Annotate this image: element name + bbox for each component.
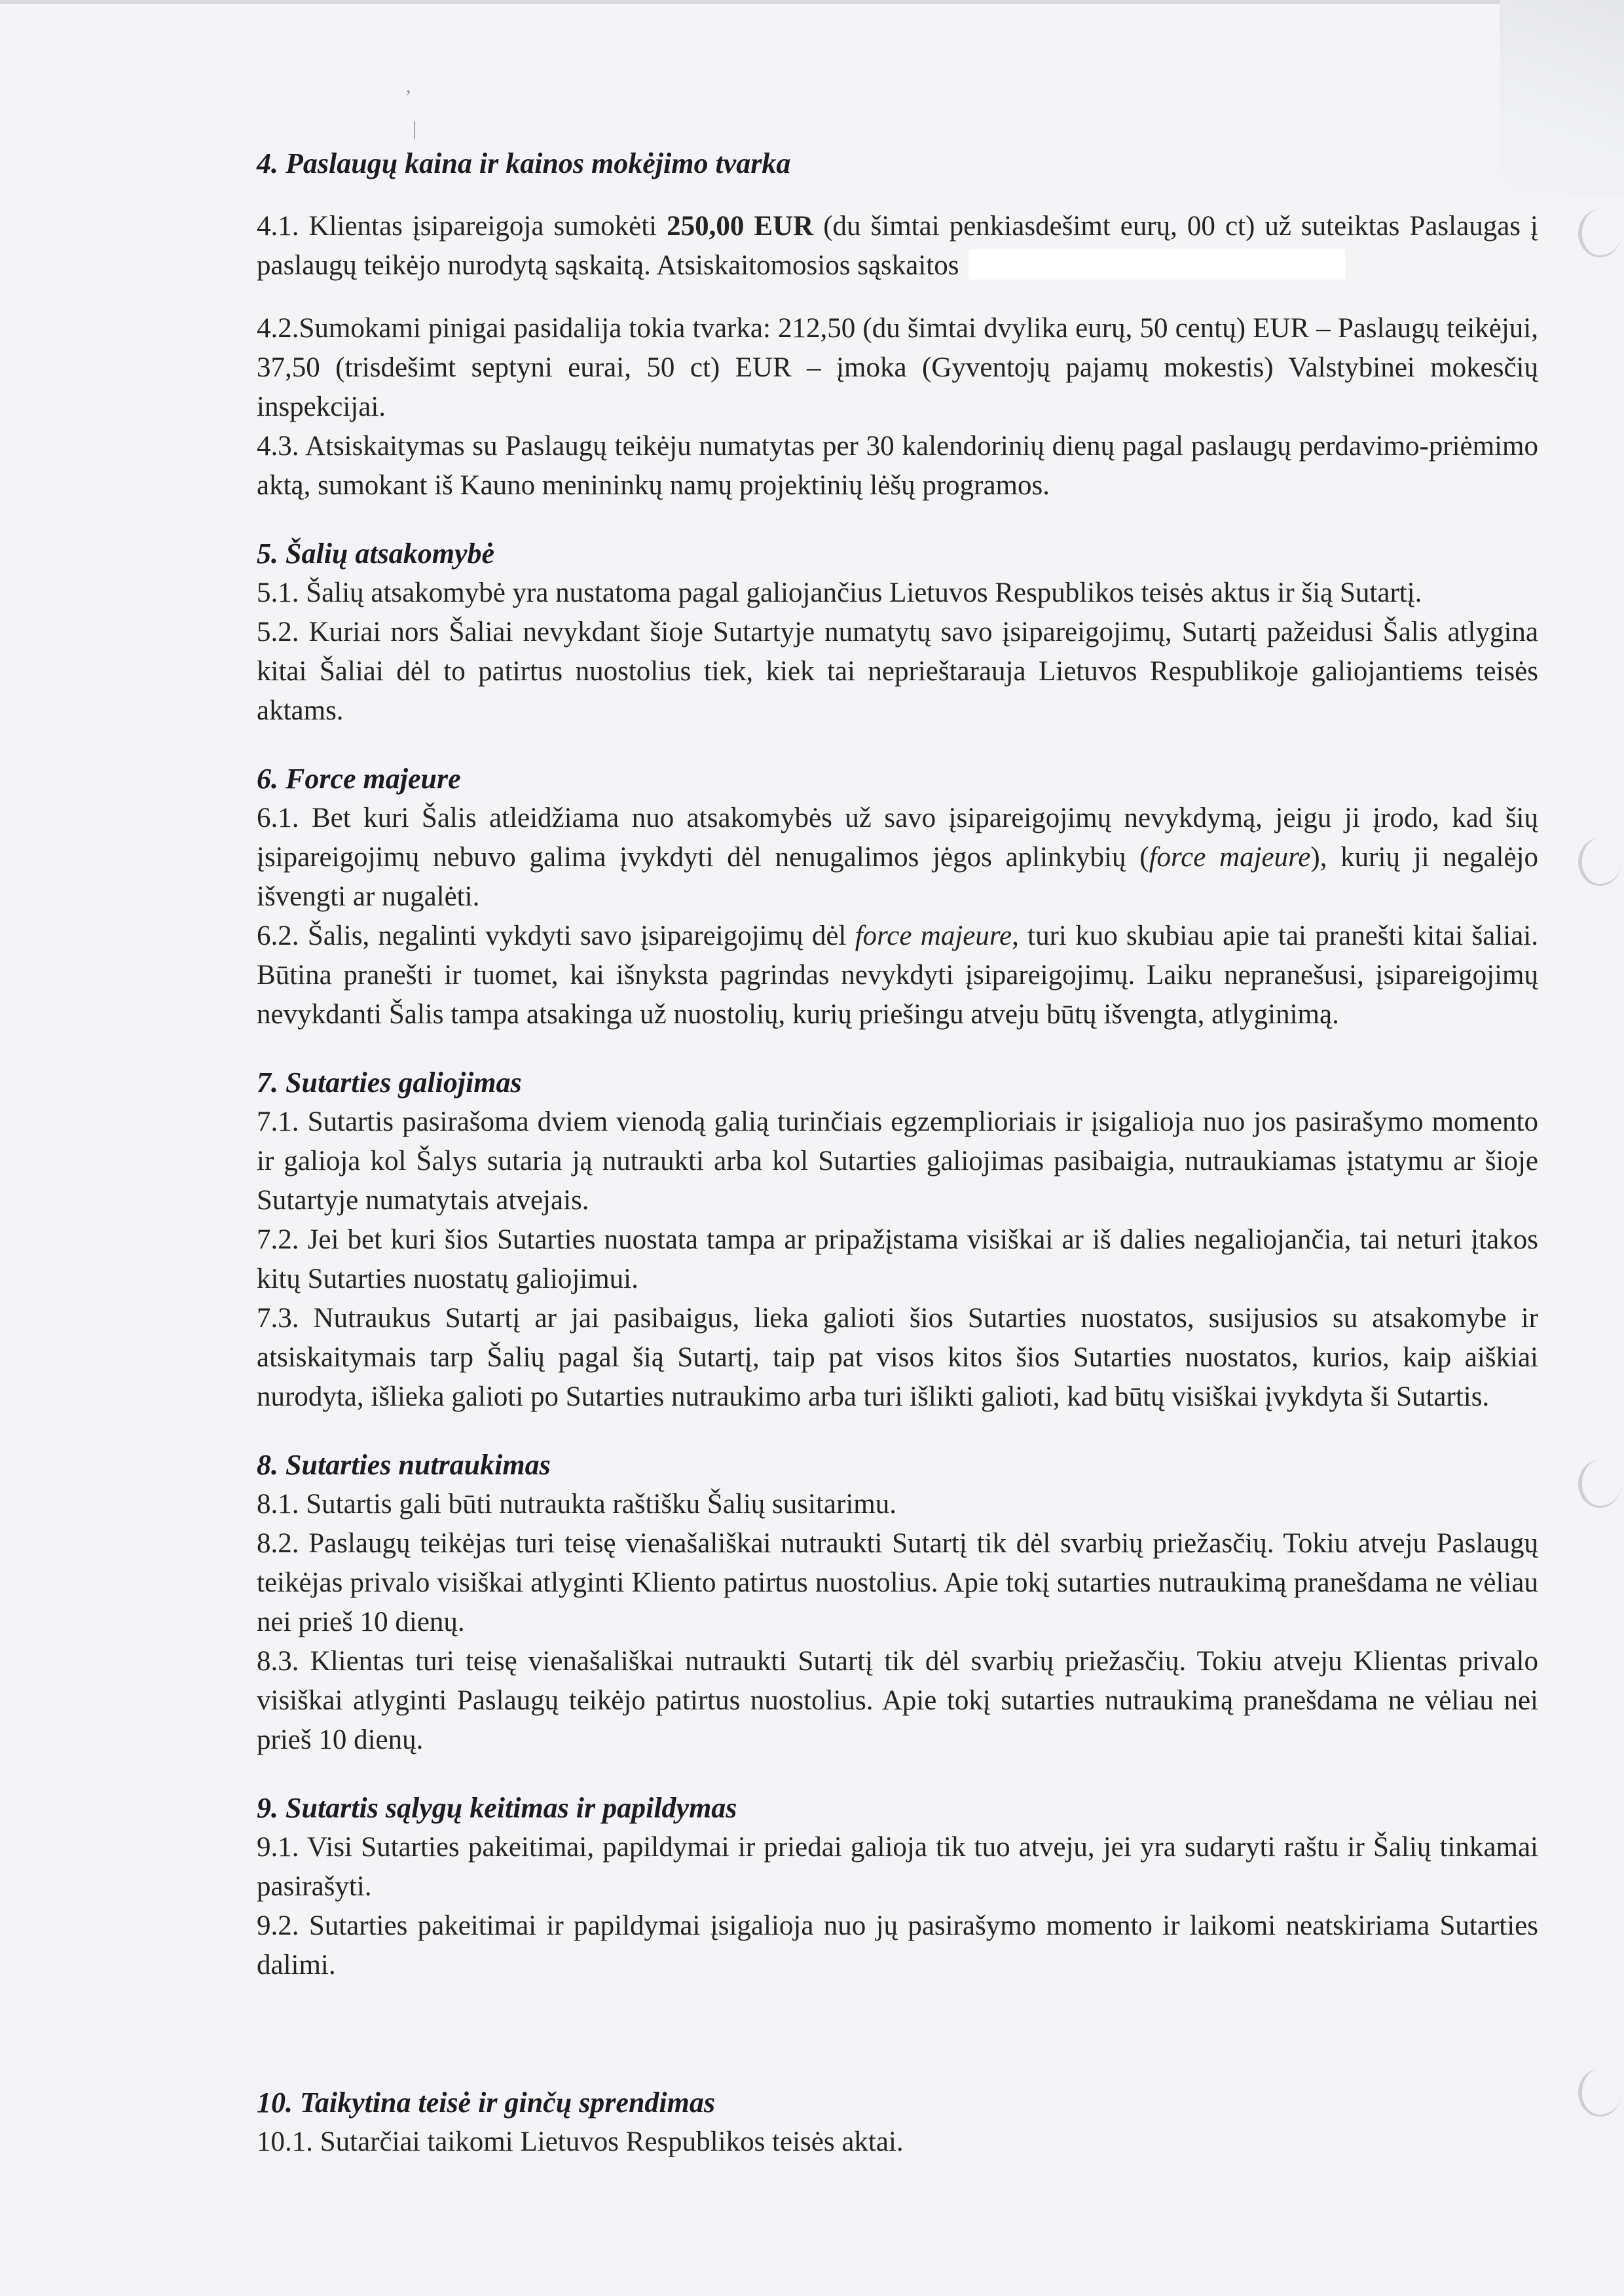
clause-6-2: 6.2. Šalis, negalinti vykdyti savo įsipareigojimų dėl force majeure, turi kuo skubiau apie tai pranešti kitai šaliai. Būtina pranešti ir tuomet, kai išnyksta pagrindas nevykdyti įsipareigojimų. Laiku nepranešusi, įsipareigojimų nevykdanti Šalis tampa atsakinga už nuostolių, kurių priešingu atveju būtų išvengta, atlyginimą.: [257, 920, 1538, 1030]
section-9: [257, 1789, 1538, 1985]
section-5: [257, 534, 1538, 731]
section-heading: 6. Force majeure: [257, 763, 461, 795]
punch-hole: [1578, 838, 1621, 886]
clause-6-1: 6.1. Bet kuri Šalis atleidžiama nuo atsakomybės už savo įsipareigojimų nevykdymą, jeigu ji įrodo, kad šių įsipareigojimų nebuvo galima įvykdyti dėl nenugalimos jėgos aplinkybių (force majeure), kurių ji negalėjo išvengti ar nugalėti.: [257, 803, 1538, 912]
clause-4-3: 4.3. Atsiskaitymas su Paslaugų teikėju numatytas per 30 kalendorinių dienų pagal paslaugų perdavimo-priėmimo aktą, sumokant iš Kauno menininkų namų projektinių lėšų programos.: [257, 431, 1538, 501]
clause-9-2: 9.2. Sutarties pakeitimai ir papildymai įsigalioja nuo jų pasirašymo momento ir laikomi neatskiriama Sutarties dalimi.: [257, 1910, 1538, 1980]
section-heading: 8. Sutarties nutraukimas: [257, 1449, 551, 1481]
redacted-account-number: [969, 249, 1345, 280]
section-7: [257, 1063, 1538, 1417]
section-heading: 9. Sutartis sąlygų keitimas ir papildymas: [257, 1792, 737, 1824]
pen-mark: ,: [406, 75, 411, 97]
clause-7-2: 7.2. Jei bet kuri šios Sutarties nuostata tampa ar pripažįstama visiškai ar iš dalies negaliojančia, tai neturi įtakos kitų Sutarties nuostatų galiojimui.: [257, 1224, 1538, 1294]
section-8: [257, 1446, 1538, 1760]
section-heading: 10. Taikytina teisė ir ginčų sprendimas: [257, 2086, 716, 2119]
section-10: [257, 2083, 1538, 2162]
scan-top-edge: [0, 0, 1624, 4]
clause-5-2: 5.2. Kuriai nors Šaliai nevykdant šioje Sutartyje numatytų savo įsipareigojimų, Sutartį pažeidusi Šalis atlygina kitai Šaliai dėl to patirtus nuostolius tiek, kiek tai neprieštarauja Lietuvos Respublikoje galiojantiems teisės aktams.: [257, 617, 1538, 726]
clause-8-2: 8.2. Paslaugų teikėjas turi teisę vienašališkai nutraukti Sutartį tik dėl svarbių priežasčių. Tokiu atveju Paslaugų teikėjas privalo visiškai atlyginti Kliento patirtus nuostolius. Apie tokį sutarties nutraukimą pranešdama ne vėliau nei prieš 10 dienų.: [257, 1528, 1538, 1637]
clause-4-2: 4.2.Sumokami pinigai pasidalija tokia tvarka: 212,50 (du šimtai dvylika eurų, 50 centų) EUR – Paslaugų teikėjui, 37,50 (trisdešimt septyni eurai, 50 ct) EUR – įmoka (Gyventojų pajamų mokestis) Valstybinei mokesčių inspekcijai.: [257, 313, 1538, 422]
clause-5-1: 5.1. Šalių atsakomybė yra nustatoma pagal galiojančius Lietuvos Respublikos teisės aktus ir šią Sutartį.: [257, 577, 1422, 608]
section-6: [257, 759, 1538, 1034]
clause-4-1: 4.1. Klientas įsipareigoja sumokėti 250,00 EUR (du šimtai penkiasdešimt eurų, 00 ct) už suteiktas Paslaugas į paslaugų teikėjo nurodytą sąskaitą. Atsiskaitomosios sąskaitos: [257, 211, 1538, 281]
punch-hole: [1578, 1460, 1621, 1508]
clause-7-3: 7.3. Nutraukus Sutartį ar jai pasibaigus, lieka galioti šios Sutarties nuostatos, susijusios su atsakomybe ir atsiskaitymais tarp Šalių pagal šią Sutartį, taip pat visos kitos šios Sutarties nuostatos, kurios, kaip aiškiai nurodyta, išlieka galioti po Sutarties nutraukimo arba turi išlikti galioti, kad būtų visiškai įvykdyta ši Sutartis.: [257, 1303, 1538, 1412]
document-body: [257, 144, 1538, 2162]
punch-hole: [1578, 210, 1621, 257]
section-heading: 4. Paslaugų kaina ir kainos mokėjimo tvarka: [257, 147, 791, 179]
clause-10-1: 10.1. Sutarčiai taikomi Lietuvos Respublikos teisės aktai.: [257, 2126, 904, 2157]
section-heading: 7. Sutarties galiojimas: [257, 1066, 522, 1099]
clause-9-1: 9.1. Visi Sutarties pakeitimai, papildymai ir priedai galioja tik tuo atveju, jei yra sudaryti raštu ir Šalių tinkamai pasirašyti.: [257, 1832, 1538, 1902]
pen-mark: |: [413, 118, 417, 139]
clause-7-1: 7.1. Sutartis pasirašoma dviem vienodą galią turinčiais egzemplioriais ir įsigalioja nuo jos pasirašymo momento ir galioja kol Šalys sutaria ją nutraukti arba kol Sutarties galiojimas pasibaigia, nutraukiamas įstatymu ar šioje Sutartyje numatytais atvejais.: [257, 1106, 1538, 1216]
clause-8-1: 8.1. Sutartis gali būti nutraukta raštišku Šalių susitarimu.: [257, 1489, 896, 1520]
section-4: [257, 144, 1538, 505]
punch-hole: [1578, 2069, 1621, 2117]
section-heading: 5. Šalių atsakomybė: [257, 538, 495, 570]
clause-8-3: 8.3. Klientas turi teisę vienašališkai nutraukti Sutartį tik dėl svarbių priežasčių. Tokiu atveju Klientas privalo visiškai atlyginti Paslaugų teikėjo patirtus nuostolius. Apie tokį sutarties nutraukimą pranešdama ne vėliau nei prieš 10 dienų.: [257, 1646, 1538, 1755]
